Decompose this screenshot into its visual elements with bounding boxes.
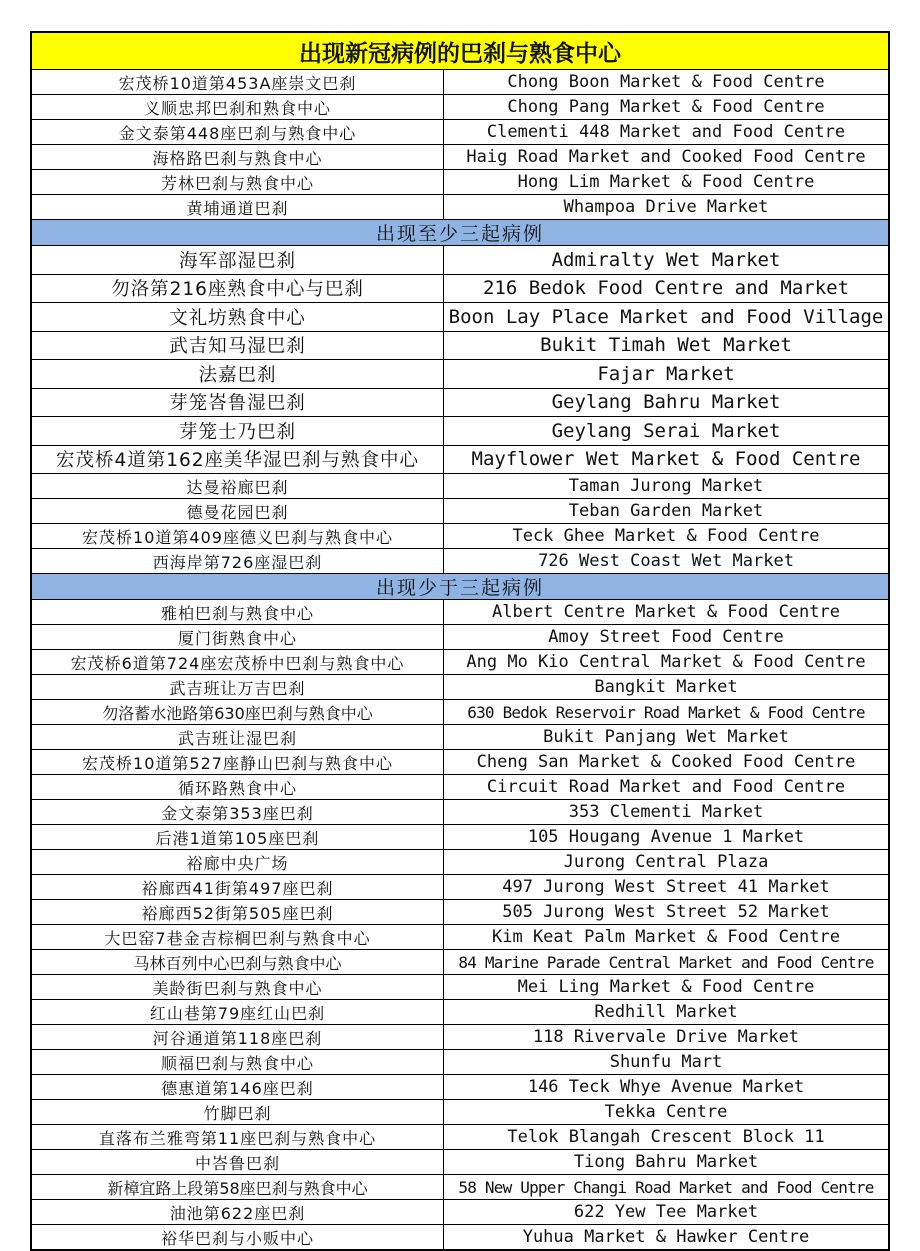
table-row [32, 725, 888, 750]
chinese-name-cell: 宏茂桥6道第724座宏茂桥中巴刹与熟食中心 [32, 650, 444, 674]
english-name-cell: Teck Ghee Market & Food Centre [512, 526, 820, 546]
english-name-cell: Mayflower Wet Market & Food Centre [471, 448, 861, 471]
chinese-name-cell: 德惠道第146座巴刹 [32, 1075, 444, 1099]
table-body [32, 70, 888, 1249]
english-name-cell: 146 Teck Whye Avenue Market [527, 1077, 805, 1097]
chinese-name-cell: 裕华巴刹与小贩中心 [32, 1225, 444, 1249]
table-row [32, 95, 888, 120]
english-name-cell: Taman Jurong Market [568, 476, 764, 496]
table-row [32, 600, 888, 625]
chinese-name-cell: 金文泰第353座巴刹 [32, 800, 444, 824]
english-name-cell: 726 West Coast Wet Market [538, 551, 794, 571]
english-name-cell: Albert Centre Market & Food Centre [492, 602, 840, 622]
chinese-name-cell: 文礼坊熟食中心 [32, 303, 444, 331]
chinese-name-cell: 马林百列中心巴刹与熟食中心 [32, 950, 444, 974]
table-row [32, 70, 888, 95]
english-name-cell: 497 Jurong West Street 41 Market [502, 877, 830, 897]
chinese-name-cell: 中峇鲁巴刹 [32, 1150, 444, 1174]
table-row [32, 446, 888, 475]
chinese-name-cell: 大巴窑7巷金吉棕榈巴刹与熟食中心 [32, 925, 444, 949]
chinese-name-cell: 厦门街熟食中心 [32, 625, 444, 649]
english-name-cell: Chong Boon Market & Food Centre [507, 72, 825, 92]
table-row [32, 389, 888, 418]
chinese-name-cell: 雅柏巴刹与熟食中心 [32, 600, 444, 624]
table-row [32, 825, 888, 850]
chinese-name-cell: 油池第622座巴刹 [32, 1200, 444, 1224]
table-row [32, 332, 888, 361]
chinese-name-cell: 裕廊西52街第505座巴刹 [32, 900, 444, 924]
table-row [32, 417, 888, 446]
table-row [32, 700, 888, 725]
english-name-cell: Bukit Panjang Wet Market [543, 727, 789, 747]
table-row [32, 303, 888, 332]
chinese-name-cell: 宏茂桥10道第409座德义巴刹与熟食中心 [32, 524, 444, 548]
table-row [32, 1075, 888, 1100]
english-name-cell: Clementi 448 Market and Food Centre [486, 122, 846, 142]
section-heading: 出现少于三起病例 [32, 574, 888, 600]
table-row [32, 775, 888, 800]
section-heading: 出现至少三起病例 [32, 220, 888, 246]
chinese-name-cell: 循环路熟食中心 [32, 775, 444, 799]
table-row [32, 875, 888, 900]
table-row [32, 524, 888, 549]
table-row [32, 120, 888, 145]
table-row [32, 1175, 888, 1200]
english-name-cell: Amoy Street Food Centre [548, 627, 784, 647]
english-name-cell: Tekka Centre [604, 1102, 728, 1122]
english-name-cell: 84 Marine Parade Central Market and Food Centre [458, 952, 874, 972]
chinese-name-cell: 宏茂桥4道第162座美华湿巴刹与熟食中心 [32, 446, 444, 474]
chinese-name-cell: 金文泰第448座巴刹与熟食中心 [32, 120, 444, 144]
english-name-cell: Hong Lim Market & Food Centre [517, 172, 815, 192]
english-name-cell: Boon Lay Place Market and Food Village [448, 305, 884, 328]
chinese-name-cell: 竹脚巴刹 [32, 1100, 444, 1124]
table-row [32, 675, 888, 700]
table-row [32, 800, 888, 825]
chinese-name-cell: 芽笼士乃巴刹 [32, 417, 444, 445]
english-name-cell: Telok Blangah Crescent Block 11 [507, 1127, 825, 1147]
table-row [32, 499, 888, 524]
english-name-cell: Admiralty Wet Market [551, 248, 781, 271]
english-name-cell: Tiong Bahru Market [573, 1152, 759, 1172]
english-name-cell: Haig Road Market and Cooked Food Centre [466, 147, 866, 167]
chinese-name-cell: 宏茂桥10道第527座静山巴刹与熟食中心 [32, 750, 444, 774]
chinese-name-cell: 武吉班让万吉巴刹 [32, 675, 444, 699]
english-name-cell: 353 Clementi Market [568, 802, 764, 822]
chinese-name-cell: 芽笼峇鲁湿巴刹 [32, 389, 444, 417]
english-name-cell: 118 Rivervale Drive Market [532, 1027, 800, 1047]
table-row [32, 1125, 888, 1150]
english-name-cell: Bangkit Market [594, 677, 738, 697]
market-table [30, 31, 890, 1251]
chinese-name-cell: 黄埔通道巴刹 [32, 195, 444, 219]
table-row [32, 1200, 888, 1225]
chinese-name-cell: 勿洛蓄水池路第630座巴刹与熟食中心 [32, 700, 444, 724]
chinese-name-cell: 海军部湿巴刹 [32, 246, 444, 274]
table-row [32, 1000, 888, 1025]
table-row [32, 950, 888, 975]
table-row [32, 1150, 888, 1175]
table-row [32, 1225, 888, 1249]
english-name-cell: Geylang Bahru Market [551, 391, 781, 414]
english-name-cell: Fajar Market [597, 362, 735, 385]
table-row [32, 549, 888, 574]
english-name-cell: Yuhua Market & Hawker Centre [522, 1227, 810, 1247]
table-row [32, 900, 888, 925]
table-row [32, 750, 888, 775]
english-name-cell: Cheng San Market & Cooked Food Centre [476, 752, 856, 772]
chinese-name-cell: 红山巷第79座红山巴刹 [32, 1000, 444, 1024]
table-row [32, 975, 888, 1000]
english-name-cell: Circuit Road Market and Food Centre [486, 777, 846, 797]
english-name-cell: 622 Yew Tee Market [573, 1202, 759, 1222]
table-row [32, 145, 888, 170]
english-name-cell: Jurong Central Plaza [563, 852, 769, 872]
chinese-name-cell: 裕廊中央广场 [32, 850, 444, 874]
chinese-name-cell: 宏茂桥10道第453A座崇文巴刹 [32, 70, 444, 94]
table-row [32, 195, 888, 220]
english-name-cell: Whampoa Drive Market [563, 197, 769, 217]
table-row [32, 360, 888, 389]
chinese-name-cell: 武吉班让湿巴刹 [32, 725, 444, 749]
english-name-cell: 630 Bedok Reservoir Road Market & Food Centre [467, 702, 865, 722]
english-name-cell: 58 New Upper Changi Road Market and Food Centre [458, 1177, 874, 1197]
english-name-cell: 105 Hougang Avenue 1 Market [527, 827, 805, 847]
table-row [32, 474, 888, 499]
chinese-name-cell: 后港1道第105座巴刹 [32, 825, 444, 849]
english-name-cell: 216 Bedok Food Centre and Market [482, 277, 850, 300]
table-row [32, 1025, 888, 1050]
chinese-name-cell: 德曼花园巴刹 [32, 499, 444, 523]
english-name-cell: Chong Pang Market & Food Centre [507, 97, 825, 117]
english-name-cell: 505 Jurong West Street 52 Market [502, 902, 830, 922]
english-name-cell: Teban Garden Market [568, 501, 764, 521]
english-name-cell: Redhill Market [594, 1002, 738, 1022]
table-row [32, 246, 888, 275]
english-name-cell: Geylang Serai Market [551, 419, 781, 442]
chinese-name-cell: 美龄街巴刹与熟食中心 [32, 975, 444, 999]
table-row [32, 1100, 888, 1125]
chinese-name-cell: 河谷通道第118座巴刹 [32, 1025, 444, 1049]
table-row [32, 650, 888, 675]
table-row [32, 625, 888, 650]
chinese-name-cell: 达曼裕廊巴刹 [32, 474, 444, 498]
table-row [32, 1050, 888, 1075]
table-row [32, 170, 888, 195]
english-name-cell: Bukit Timah Wet Market [540, 334, 792, 357]
chinese-name-cell: 西海岸第726座湿巴刹 [32, 549, 444, 573]
chinese-name-cell: 裕廊西41街第497座巴刹 [32, 875, 444, 899]
table-row [32, 275, 888, 304]
chinese-name-cell: 新樟宜路上段第58座巴刹与熟食中心 [32, 1175, 444, 1199]
english-name-cell: Kim Keat Palm Market & Food Centre [492, 927, 840, 947]
chinese-name-cell: 海格路巴刹与熟食中心 [32, 145, 444, 169]
english-name-cell: Mei Ling Market & Food Centre [517, 977, 815, 997]
table-row [32, 925, 888, 950]
chinese-name-cell: 法嘉巴刹 [32, 360, 444, 388]
table-row [32, 850, 888, 875]
chinese-name-cell: 义顺忠邦巴刹和熟食中心 [32, 95, 444, 119]
table-title: 出现新冠病例的巴刹与熟食中心 [32, 33, 888, 70]
english-name-cell: Shunfu Mart [609, 1052, 723, 1072]
chinese-name-cell: 勿洛第216座熟食中心与巴刹 [32, 275, 444, 303]
chinese-name-cell: 直落布兰雅弯第11座巴刹与熟食中心 [32, 1125, 444, 1149]
chinese-name-cell: 武吉知马湿巴刹 [32, 332, 444, 360]
chinese-name-cell: 顺福巴刹与熟食中心 [32, 1050, 444, 1074]
english-name-cell: Ang Mo Kio Central Market & Food Centre [466, 652, 866, 672]
chinese-name-cell: 芳林巴刹与熟食中心 [32, 170, 444, 194]
